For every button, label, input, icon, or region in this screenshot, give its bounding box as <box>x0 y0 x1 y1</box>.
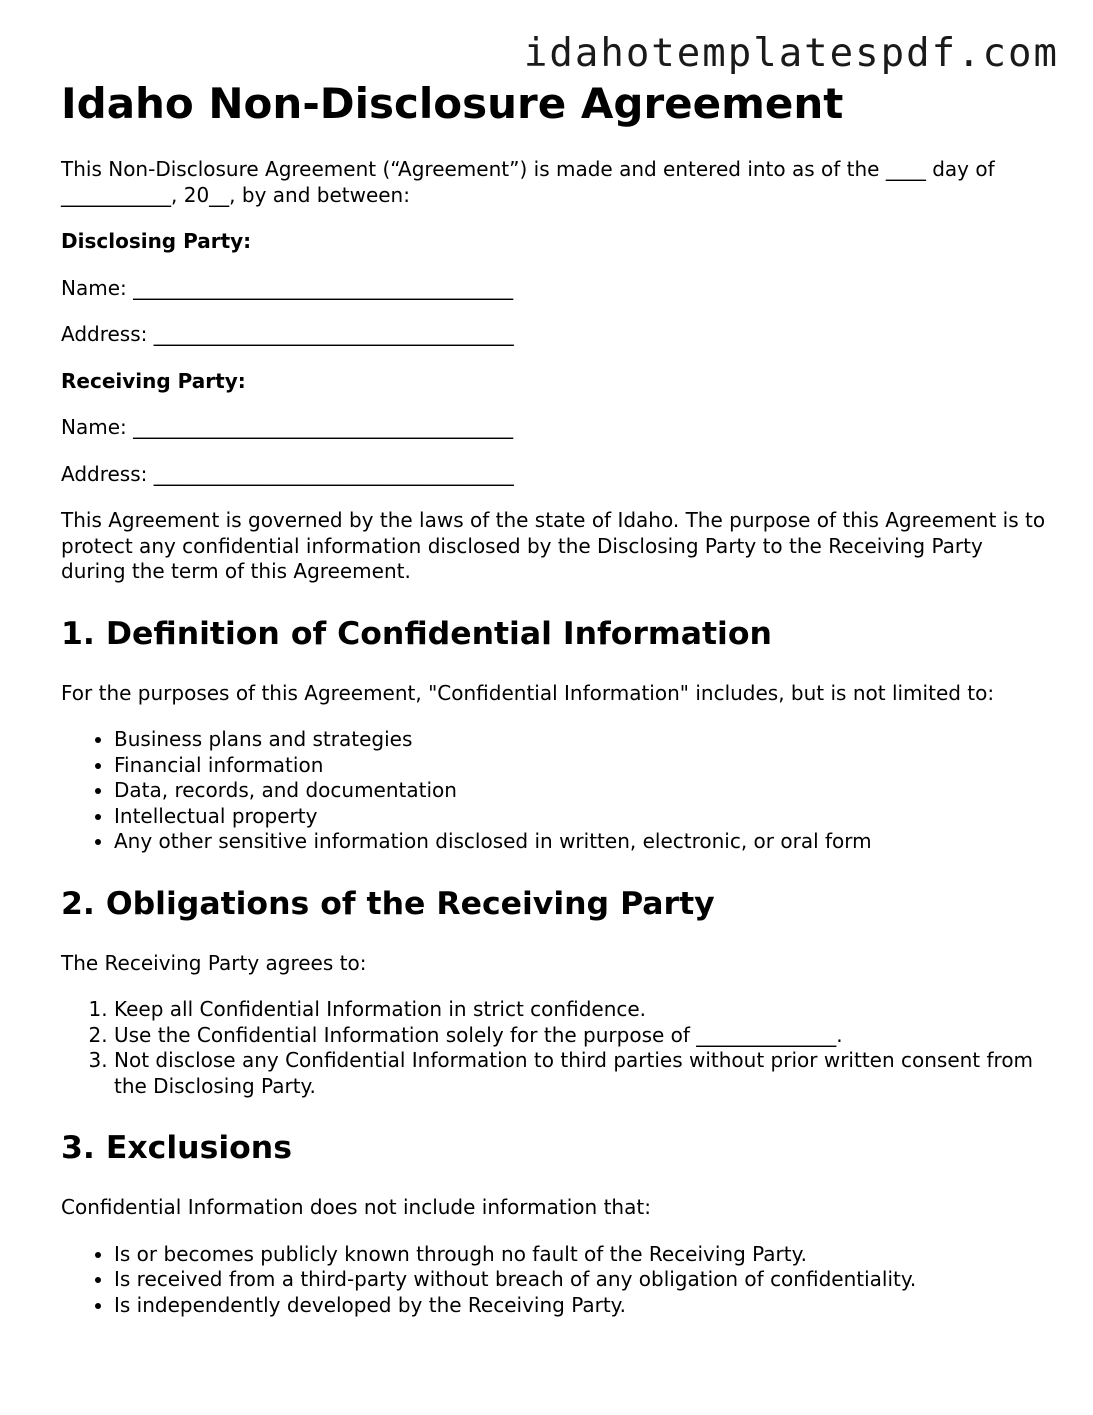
document-content <box>61 78 1051 1318</box>
section-2-list <box>61 997 1051 1099</box>
section-1-list <box>61 727 1051 855</box>
list-item: • Is or becomes publicly known through no fault of the Receiving Party. <box>114 1242 1051 1268</box>
list-item: • Financial information <box>114 753 1051 779</box>
disclosing-party-address-field: Address: ____________________________________ <box>61 322 514 346</box>
list-item: • Data, records, and documentation <box>114 778 1051 804</box>
list-item: • Any other sensitive information disclosed in written, electronic, or oral form <box>114 829 1051 855</box>
list-item: • Is received from a third-party without breach of any obligation of confidentiality. <box>114 1267 1051 1293</box>
section-2-heading: 2. Obligations of the Receiving Party <box>61 885 715 922</box>
disclosing-party-label: Disclosing Party: <box>61 229 252 253</box>
intro-paragraph: This Non-Disclosure Agreement (“Agreement”) is made and entered into as of the ____ day of ___________, 20__, by and between: <box>61 157 995 207</box>
governing-law-paragraph: This Agreement is governed by the laws of the state of Idaho. The purpose of this Agreement is to protect any confidential information disclosed by the Disclosing Party to the Receiving Party during the term of this Agreement. <box>61 508 1046 583</box>
receiving-party-name-field: Name: ______________________________________ <box>61 415 514 439</box>
section-1-heading: 1. Definition of Confidential Information <box>61 615 772 652</box>
list-item: • Is independently developed by the Receiving Party. <box>114 1293 1051 1319</box>
list-item: 2. Use the Confidential Information solely for the purpose of ______________. <box>114 1023 1051 1049</box>
section-3-heading: 3. Exclusions <box>61 1130 292 1166</box>
site-watermark: idahotemplatespdf.com <box>523 31 1059 76</box>
section-1-intro: For the purposes of this Agreement, "Confidential Information" includes, but is not limited to: <box>61 680 995 705</box>
document-title: Idaho Non-Disclosure Agreement <box>61 79 844 128</box>
section-2-intro: The Receiving Party agrees to: <box>61 950 367 975</box>
section-3-intro: Confidential Information does not include information that: <box>61 1195 651 1219</box>
disclosing-party-name-field: Name: ______________________________________ <box>61 275 514 300</box>
list-item: 3. Not disclose any Confidential Information to third parties without prior written consent from the Disclosing Party. <box>114 1048 1051 1099</box>
list-item: 1. Keep all Confidential Information in strict confidence. <box>114 997 1051 1023</box>
list-item: • Business plans and strategies <box>114 727 1051 753</box>
section-3-list <box>61 1242 1051 1319</box>
receiving-party-address-field: Address: ____________________________________ <box>61 461 514 486</box>
list-item: • Intellectual property <box>114 804 1051 830</box>
receiving-party-label: Receiving Party: <box>61 368 246 393</box>
